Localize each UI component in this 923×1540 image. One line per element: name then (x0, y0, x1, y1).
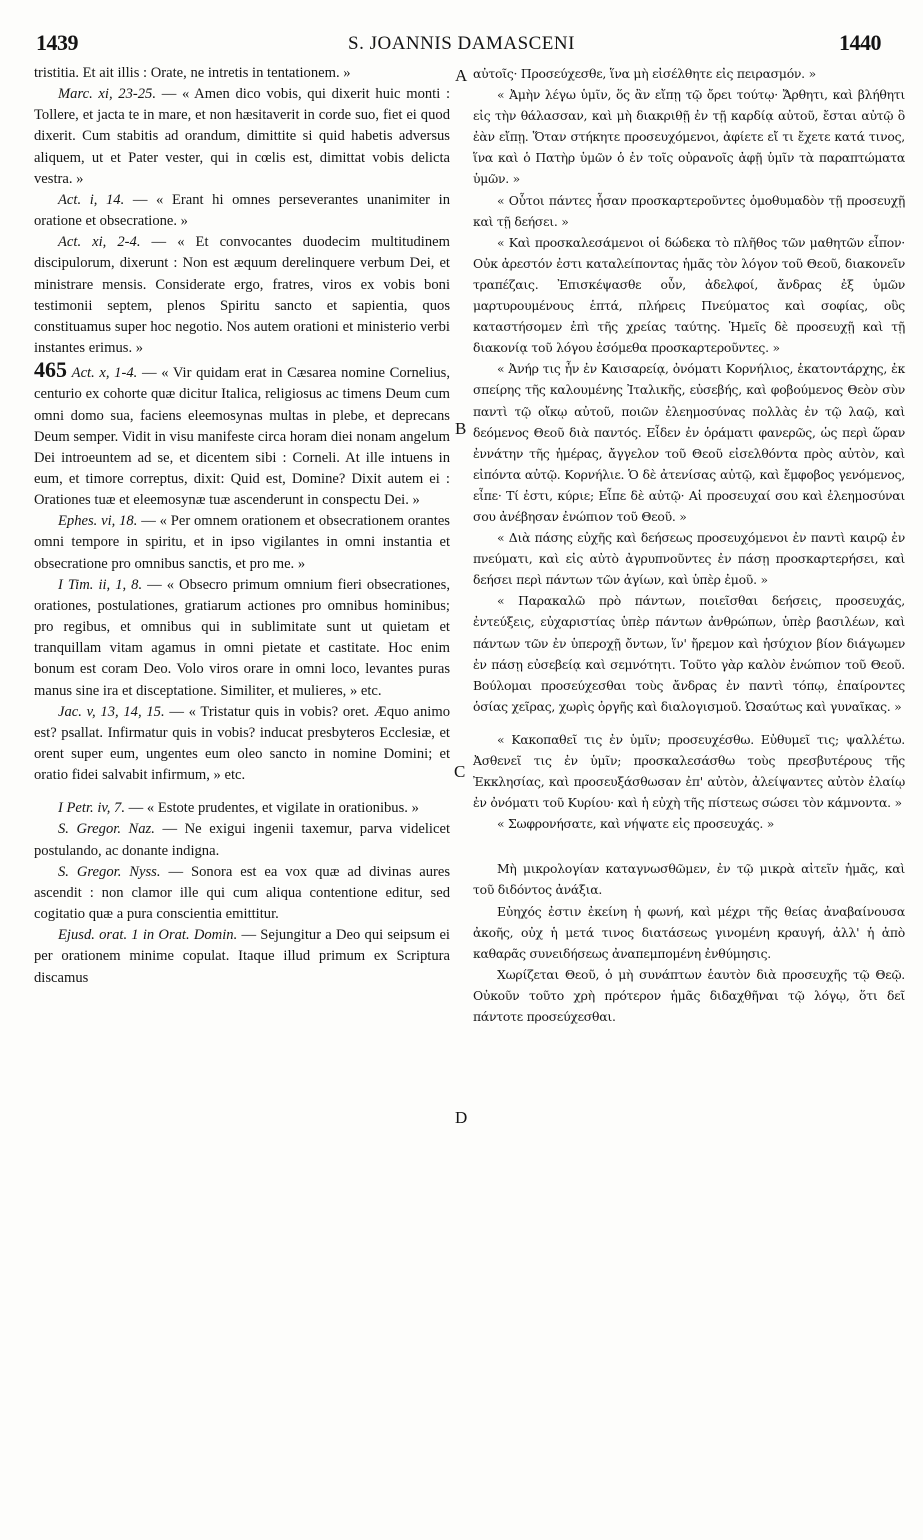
section-marker-c: C (454, 762, 466, 781)
scripture-reference: Marc. xi, 23-25. (58, 86, 156, 103)
greek-paragraph: « Διὰ πάσης εὐχῆς καὶ δεήσεως προσευχόμενοι ἐν παντὶ καιρῷ ἐν πνεύματι, καὶ εἰς αὐτὸ ἀγρυπνοῦντες ἐν πάσῃ προσκαρτερήσει, καὶ δεήσει περὶ πάντων τῶν ἁγίων, καὶ ὑπὲρ ἐμοῦ. » (473, 530, 905, 588)
scripture-reference: Act. xi, 2-4. (58, 234, 141, 251)
latin-paragraph: Marc. xi, 23-25. — « Amen dico vobis, qui dixerit huic monti : Tollere, et jacta te in mare, et non hæsitaverit in corde suo, fiet ei quod dixerit. Cum stabitis ad orandum, dimittite si quid habetis adversus aliquem, ut et Pater vester, qui in cœlis est, dimittat vobis delicta vestra. » (34, 86, 451, 187)
latin-column (34, 63, 450, 989)
section-marker-b: B (455, 419, 467, 438)
latin-paragraph: Ejusd. orat. 1 in Orat. Domin. — Sejungitur a Deo qui seipsum ei per orationem minime copulat. Itaque illud primum ex Scriptura discamus (34, 927, 450, 986)
scripture-reference: Act. i, 14. (58, 191, 125, 208)
latin-paragraph: Ephes. vi, 18. — « Per omnem orationem et obsecrationem orantes omni tempore in spiritu, et in ipso vigilantes in omni instantia et obsecratione pro omnibus sanctis, et pro me. » (34, 513, 450, 572)
greek-paragraph: « Ἀμὴν λέγω ὑμῖν, ὅς ἂν εἴπῃ τῷ ὄρει τούτῳ· Ἄρθητι, καὶ βλήθητι εἰς τὴν θάλασσαν, καὶ μὴ διακριθῇ ἐν τῇ καρδίᾳ αὐτοῦ, ἔσται αὐτῷ ὃ ἐὰν εἴπῃ. Ὅταν στήκητε προσευχόμενοι, ἀφίετε εἴ τι ἔχετε κατά τινος, ἵνα καὶ ὁ Πατὴρ ὑμῶν ὁ ἐν τοῖς οὐρανοῖς ἀφῇ ὑμῖν τὰ παραπτώματα ὑμῶν. » (473, 87, 905, 187)
scripture-reference: Act. x, 1-4. (71, 365, 138, 382)
latin-paragraph: 465 Act. x, 1-4. — « Vir quidam erat in Cæsarea nomine Cornelius, centurio ex cohorte quæ dicitur Italica, religiosus ac timens Deum cum omni domo sua, faciens eleemosynas multas in plebe, et deprecans Deum semper. Vidit in visu manifeste circa horam diei nonam angelum Dei introeuntem ad se, et dicentem sibi : Corneli. At ille intuens in eum, et timore correptus, dixit: Quid est, Domine? Dixit autem ei : Orationes tuæ et eleemosynæ tuæ ascenderunt in conspectu Dei. » (34, 357, 450, 509)
latin-paragraph: Jac. v, 13, 14, 15. — « Tristatur quis in vobis? oret. Æquo animo est? psallat. Infirmatur quis in vobis? inducat presbyteros Ecclesiæ, et orent super eum, ungentes eum oleo sancto in nomine Domini; et oratio fidei salvabit infirmum, » etc. (34, 703, 450, 784)
greek-paragraph: « Ἀνήρ τις ἦν ἐν Καισαρείᾳ, ὀνόματι Κορνήλιος, ἑκατοντάρχης, ἐκ σπείρης τῆς καλουμένης Ἰταλικῆς, εὐσεβής, καὶ φοβούμενος Θεὸν σὺν παντὶ τῷ οἴκῳ αὐτοῦ, ποιῶν ἐλεημοσύνας πολλὰς ἐν τῷ λαῷ, καὶ δεόμενος Θεοῦ διὰ παντός. Εἶδεν ἐν ὁράματι φανερῶς, ὡς περὶ ὥραν ἐννάτην τῆς ἡμέρας, ἄγγελον τοῦ Θεοῦ εἰσελθόντα πρὸς αὐτὸν, καὶ εἰπόντα αὐτῷ. Κορνήλιε. Ὁ δὲ ἀτενίσας αὐτῷ, καὶ ἔμφοβος γενόμενος, εἶπε· Τί ἐστι, κύριε; Εἶπε δὲ αὐτῷ· Αἱ προσευχαί σου καὶ ἐλεημοσύναι σου ἀνέβησαν ἐνώπιον τοῦ Θεοῦ. » (473, 361, 905, 524)
greek-column (473, 63, 905, 1027)
greek-paragraph: Χωρίζεται Θεοῦ, ὁ μὴ συνάπτων ἑαυτὸν διὰ προσευχῆς τῷ Θεῷ. Οὐκοῦν τοῦτο χρὴ πρότερον ἡμᾶς διδαχθῆναι τῷ λόγῳ, ὅτι δεῖ πάντοτε προσεύχεσθαι. (473, 966, 905, 1025)
latin-paragraph: I Petr. iv, 7. — « Estote prudentes, et vigilate in orationibus. » (58, 800, 419, 817)
patristic-reference: Ejusd. orat. 1 in Orat. Domin. (58, 927, 238, 944)
patristic-reference: S. Gregor. Naz. (58, 821, 155, 838)
scripture-reference: Jac. v, 13, 14, 15. (58, 703, 165, 720)
latin-paragraph: tristitia. Et ait illis : Orate, ne intretis in tentationem. » (34, 65, 351, 81)
scripture-reference: I Tim. ii, 1, 8. (58, 576, 143, 593)
latin-paragraph: Act. xi, 2-4. — « Et convocantes duodecim multitudinem discipulorum, dixerunt : Non est æquum derelinquere verbum Dei, et ministrare mensis. Considerate ergo, fratres, viros ex vobis boni testimonii septem, plenos Spiritu sancto et sapientia, quos constituamus super hoc negotio. Nos autem orationi et ministerio verbi instantes erimus. » (34, 234, 450, 357)
greek-paragraph: Μὴ μικρολογίαν καταγνωσθῶμεν, ἐν τῷ μικρὰ αἰτεῖν ἡμᾶς, καὶ τοῦ διδόντος ἀνάξια. (473, 861, 905, 898)
greek-paragraph: « Σωφρονήσατε, καὶ νήψατε εἰς προσευχάς. » (497, 816, 775, 832)
latin-paragraph: Act. i, 14. — « Erant hi omnes perseverantes unanimiter in oratione et obsecratione. » (34, 191, 450, 230)
greek-paragraph: Εὐηχός ἐστιν ἐκείνη ἡ φωνή, καὶ μέχρι τῆς θείας ἀναβαίνουσα ἀκοῆς, οὐχ ἡ μετά τινος διατάσεως γινομένη κραυγή, ἀλλ' ἡ ἀπὸ καθαρᾶς συνειδήσεως ἀναπεμπομένη ἐνθύμησις. (473, 903, 905, 961)
page-number-right: 1440 (839, 30, 881, 55)
latin-paragraph: S. Gregor. Nyss. — Sonora est ea vox quæ ad divinas aures ascendit : non clamor ille qui cum aliqua contentione editur, sed cogitatio quæ a pura conscientia emittitur. (34, 863, 451, 923)
page-header (0, 30, 923, 60)
column-number: 465 (34, 357, 67, 383)
greek-paragraph: αὐτοῖς· Προσεύχεσθε, ἵνα μὴ εἰσέλθητε εἰς πειρασμόν. » (473, 66, 816, 81)
section-marker-a: A (455, 66, 468, 85)
scripture-reference: Ephes. vi, 18. (58, 513, 138, 530)
section-marker-d: D (455, 1108, 468, 1127)
running-title: S. JOANNIS DAMASCENI (348, 33, 575, 54)
latin-paragraph: I Tim. ii, 1, 8. — « Obsecro primum omnium fieri obsecrationes, orationes, postulationes, gratiarum actiones pro omnibus hominibus; pro regibus, et omnibus qui in sublimitate sunt ut quietam et tranquillam vitam agamus in omni pietate et castitate. Hoc enim bonum est coram Deo. Volo viros orare in omni loco, levantes puras manus sine ira et disceptatione. Similiter, et mulieres, » etc. (34, 576, 450, 699)
scripture-reference: I Petr. iv, 7. (58, 800, 126, 817)
greek-paragraph: « Οὗτοι πάντες ἦσαν προσκαρτεροῦντες ὁμοθυμαδὸν τῇ προσευχῇ καὶ τῇ δεήσει. » (473, 192, 905, 229)
greek-paragraph: « Καὶ προσκαλεσάμενοι οἱ δώδεκα τὸ πλῆθος τῶν μαθητῶν εἶπον· Οὐκ ἀρεστόν ἐστι καταλείποντας ἡμᾶς τὸν λόγον τοῦ Θεοῦ, διακονεῖν τραπέζαις. Ἐπισκέψασθε οὖν, ἀδελφοί, ἄνδρας ἐξ ὑμῶν μαρτυρουμένους ἑπτά, πλήρεις Πνεύματος καὶ σοφίας, οὓς καταστήσομεν ἐπὶ τῆς χρείας ταύτης. Ἡμεῖς δὲ προσευχῇ καὶ τῇ διακονίᾳ τοῦ λόγου ἐσόμεθα προσκαρτεροῦντες. » (473, 234, 905, 356)
page-number-left: 1439 (36, 30, 78, 55)
greek-paragraph: « Παρακαλῶ πρὸ πάντων, ποιεῖσθαι δεήσεις, προσευχάς, ἐντεύξεις, εὐχαριστίας ὑπὲρ πάντων ἀνθρώπων, ὑπὲρ βασιλέων, καὶ πάντων τῶν ἐν ὑπεροχῇ ὄντων, ἵν' ἤρεμον καὶ ἡσύχιον βίον διάγωμεν ἐν πάσῃ εὐσεβείᾳ καὶ σεμνότητι. Τοῦτο γὰρ καλὸν ἐνώπιον τοῦ Θεοῦ. Βούλομαι προσεύχεσθαι τοὺς ἄνδρας ἐν παντὶ τόπῳ, ἐπαίροντες ὁσίας χεῖρας, χωρὶς ὀργῆς καὶ διαλογισμοῦ. Ὡσαύτως καὶ γυναῖκας. » (473, 593, 905, 714)
patristic-reference: S. Gregor. Nyss. (58, 863, 161, 880)
greek-paragraph: « Κακοπαθεῖ τις ἐν ὑμῖν; προσευχέσθω. Εὐθυμεῖ τις; ψαλλέτω. Ἀσθενεῖ τις ἐν ὑμῖν; προσκαλεσάσθω τοὺς πρεσβυτέρους τῆς Ἐκκλησίας, καὶ προσευξάσθωσαν ἐπ' αὐτὸν, ἀλείψαντες αὐτὸν ἐλαίῳ ἐν ὀνόματι τοῦ Κυρίου· καὶ ἡ εὐχὴ τῆς πίστεως σώσει τὸν κάμνοντα. » (473, 731, 905, 811)
latin-paragraph: S. Gregor. Naz. — Ne exigui ingenii taxemur, parva videlicet postulando, ac donante indigna. (34, 821, 450, 859)
